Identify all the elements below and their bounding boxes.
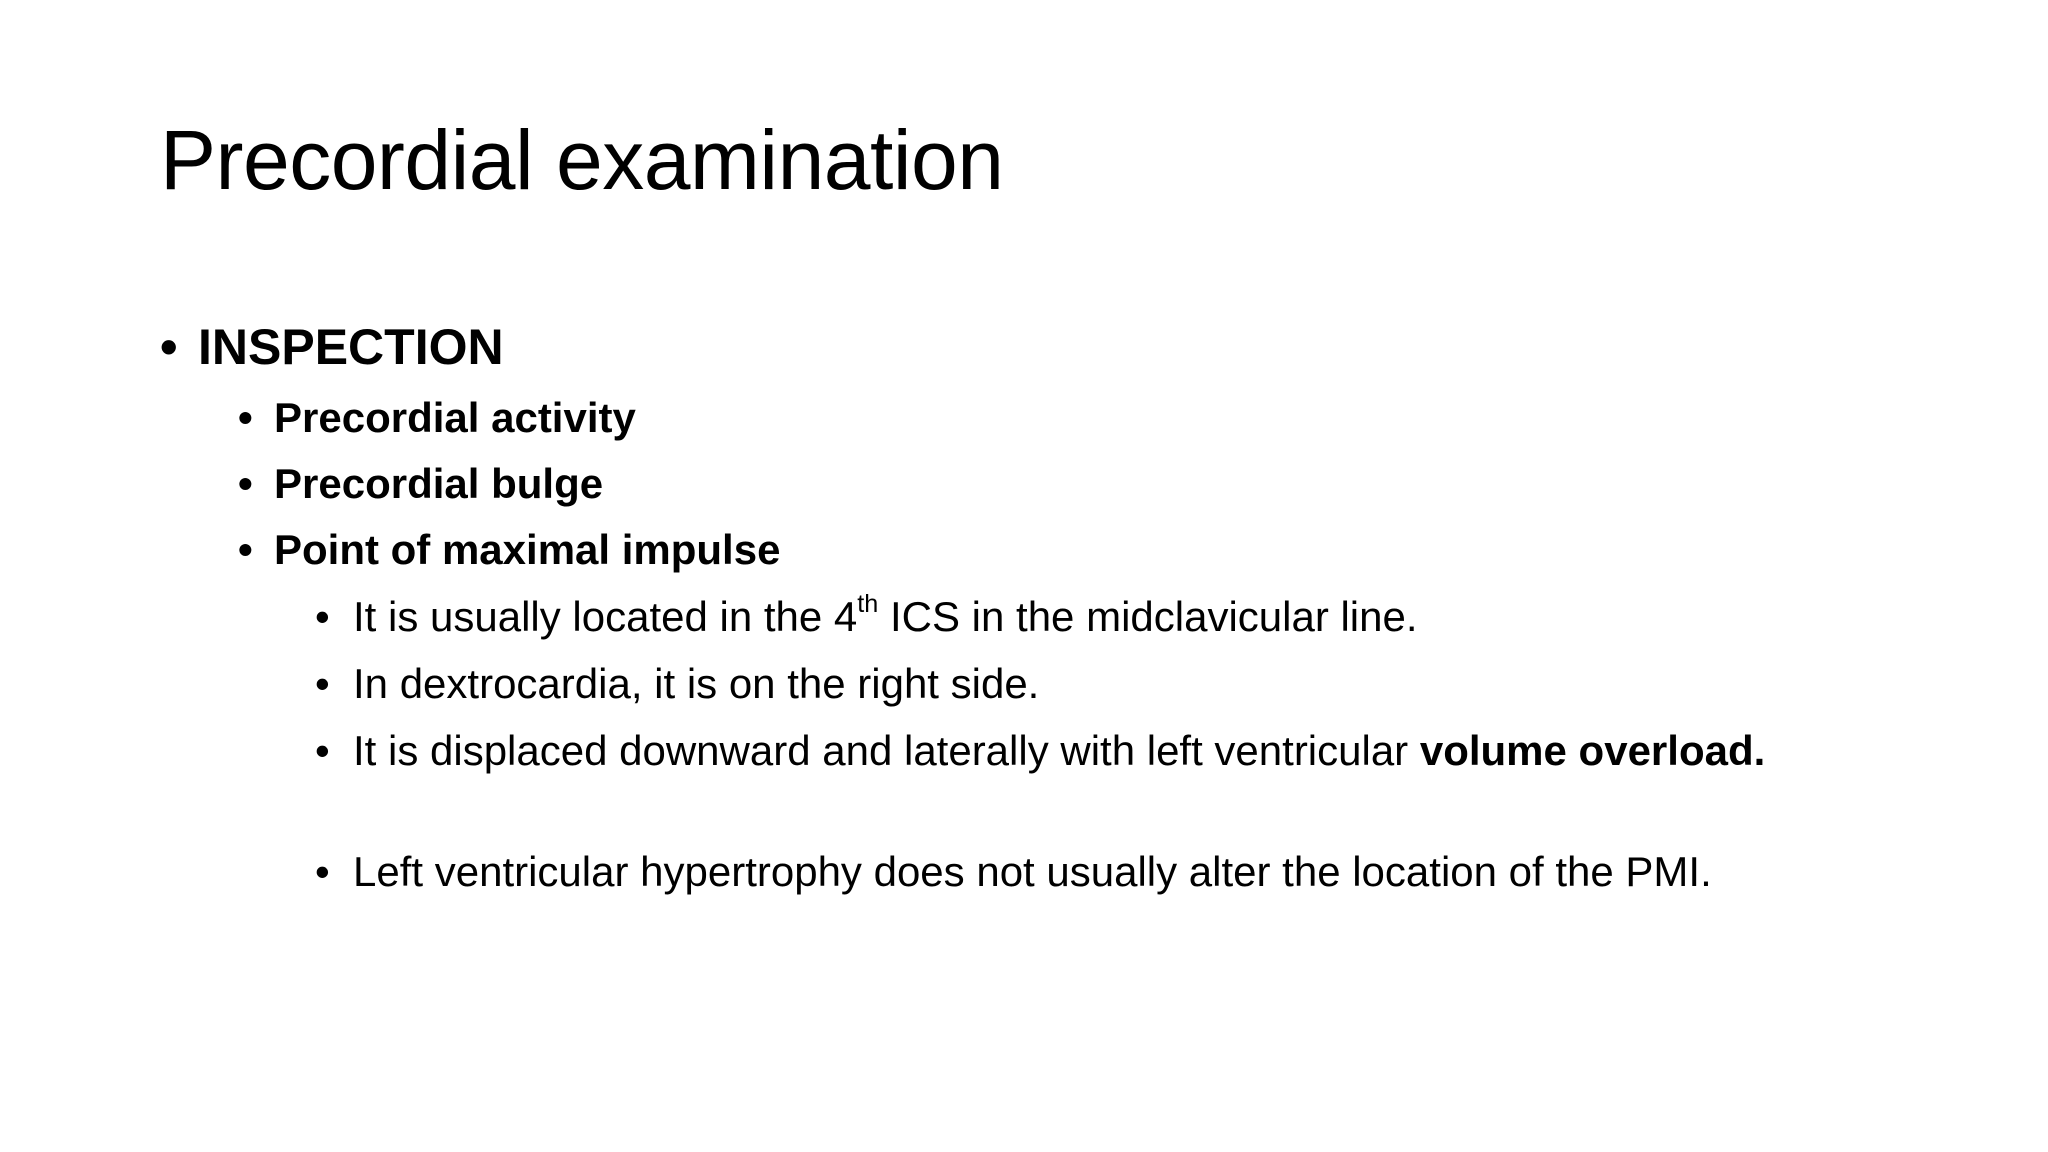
bullet-dot-icon: •	[315, 593, 330, 640]
inspection-heading: INSPECTION	[198, 319, 504, 375]
pmi-label: Point of maximal impulse	[274, 526, 781, 573]
bullet-dot-icon: •	[238, 394, 253, 441]
bullet-precordial-bulge	[238, 459, 603, 509]
bullet-displacement	[315, 725, 1803, 778]
displacement-text	[353, 725, 1803, 778]
dextrocardia-text: In dextrocardia, it is on the right side.	[353, 660, 1040, 707]
volume-overload-emphasis: volume overload.	[1419, 727, 1766, 774]
bullet-dot-icon: •	[315, 727, 330, 774]
bullet-dot-icon: •	[160, 319, 178, 375]
bullet-dextrocardia	[315, 658, 1993, 711]
precordial-activity-label: Precordial activity	[274, 394, 636, 441]
ordinal-suffix: th	[857, 590, 879, 619]
pmi-location-text-end: ICS in the midclavicular line.	[878, 593, 1418, 640]
pmi-location-text-start: It is usually located in the 4	[353, 593, 858, 640]
bullet-dot-icon: •	[315, 660, 330, 707]
pmi-location-text	[353, 591, 1993, 644]
bullet-pmi-location	[315, 591, 1993, 644]
lvh-text: Left ventricular hypertrophy does not usually alter the location of the PMI.	[353, 848, 1712, 895]
bullet-precordial-activity	[238, 393, 636, 443]
precordial-bulge-label: Precordial bulge	[274, 460, 604, 507]
bullet-dot-icon: •	[315, 848, 330, 895]
bullet-dot-icon: •	[238, 526, 253, 573]
bullet-dot-icon: •	[238, 460, 253, 507]
bullet-point-of-maximal-impulse	[238, 525, 780, 575]
slide-title: Precordial examination	[160, 113, 1004, 207]
bullet-inspection	[160, 317, 504, 377]
bullet-lvh	[315, 846, 1993, 899]
displacement-text-start: It is displaced downward and laterally with left ventricular	[353, 727, 1420, 774]
